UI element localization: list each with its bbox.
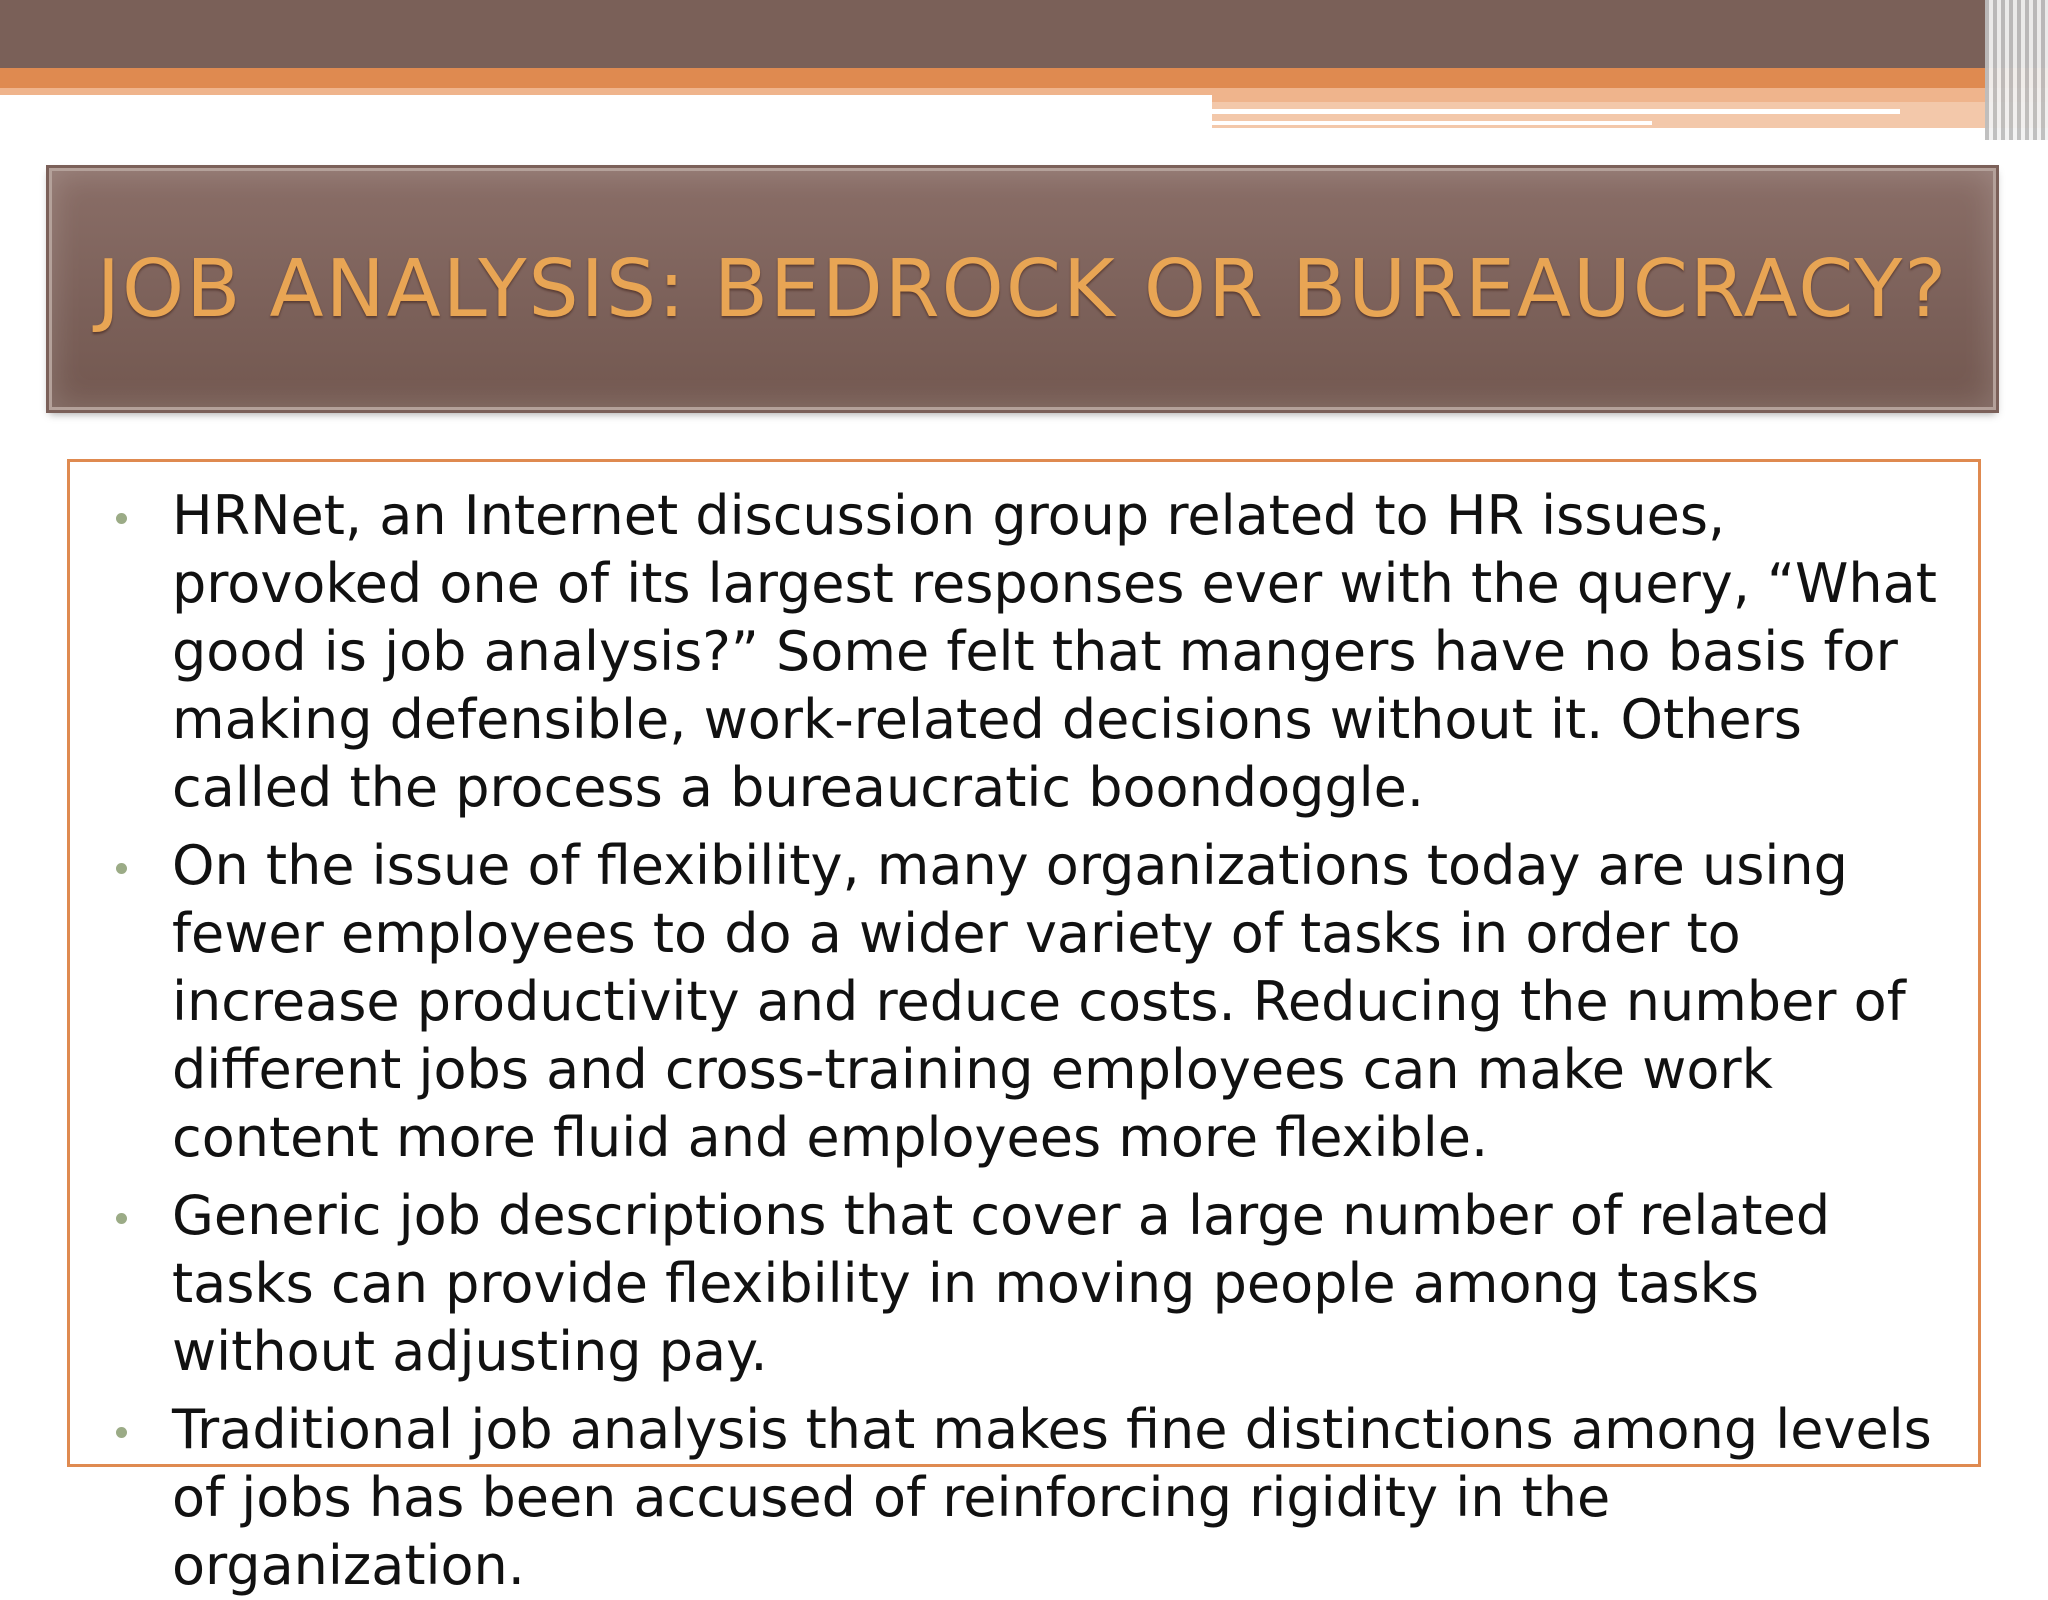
bullet-dot-icon (116, 863, 127, 874)
slide-title: JOB ANALYSIS: BEDROCK OR BUREAUCRACY? (96, 243, 1949, 335)
accent-stripe-light-left (0, 88, 1212, 95)
bullet-item (100, 1396, 1954, 1600)
bullet-dot-icon (116, 1427, 127, 1438)
corner-stripes-decoration (1985, 0, 2048, 140)
bullet-item (100, 482, 1954, 822)
bullet-text: Generic job descriptions that cover a large number of related tasks can provide flexibility in moving people among tasks without adjusting pay. (172, 1184, 1831, 1383)
bullet-text: Traditional job analysis that makes fine distinctions among levels of jobs has been accused of reinforcing rigidity in the organization. (172, 1398, 1932, 1597)
title-banner (49, 168, 1996, 410)
bullet-dot-icon (116, 1213, 127, 1224)
accent-line-white-short (1212, 121, 1652, 125)
bullet-text: HRNet, an Internet discussion group related to HR issues, provoked one of its largest responses ever with the query, “What good is job analysis?” Some felt that mangers have no basis for making defensible, work-related decisions without it. Others called the process a bureaucratic boondoggle. (172, 484, 1937, 819)
top-header-band (0, 0, 2048, 68)
bullet-list (100, 482, 1954, 1600)
accent-stripe-light-right (1212, 88, 2048, 102)
accent-stripe-orange (0, 68, 2048, 88)
content-box (67, 459, 1981, 1597)
bullet-dot-icon (116, 513, 127, 524)
bullet-item (100, 1182, 1954, 1386)
accent-line-white-long (1212, 109, 1900, 114)
bullet-text: On the issue of flexibility, many organizations today are using fewer employees to do a wider variety of tasks in order to increase productivity and reduce costs. Reducing the number of different jobs and cross-training employees can make work content more fluid and employees more flexible. (172, 834, 1906, 1169)
bullet-item (100, 832, 1954, 1172)
